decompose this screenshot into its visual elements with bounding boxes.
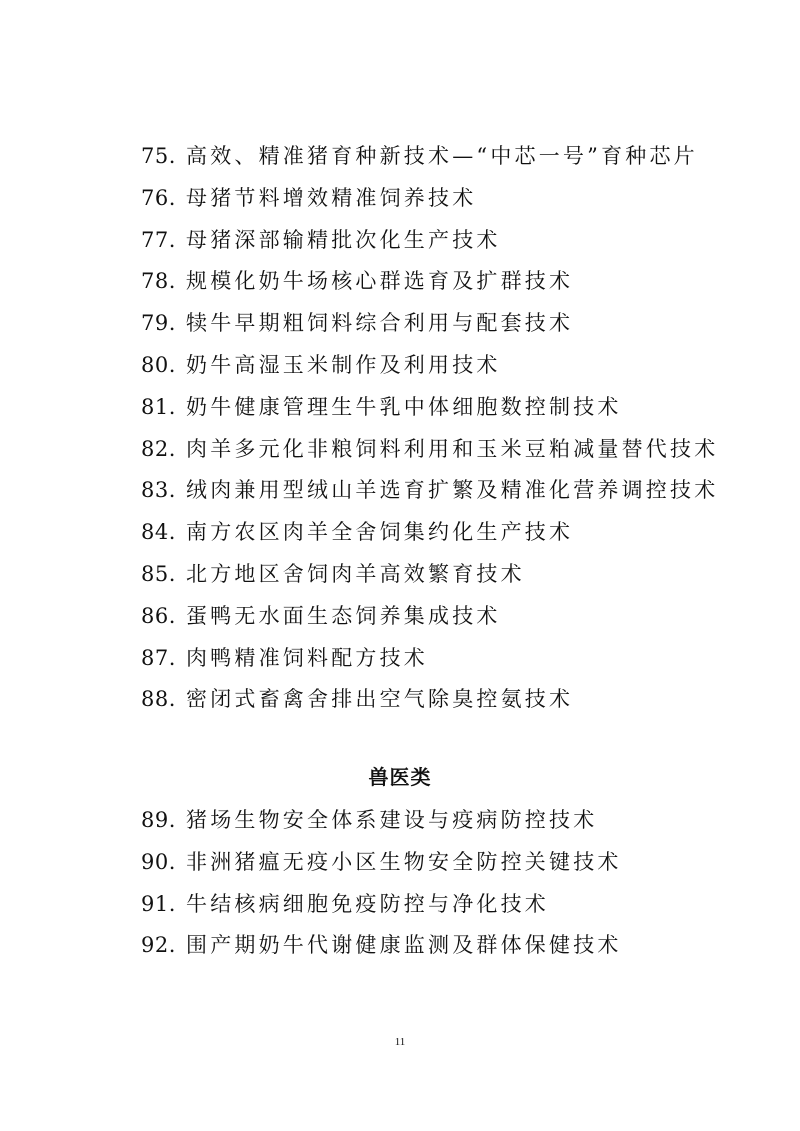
item-number: 91.: [141, 891, 176, 916]
item-text: 母猪深部输精批次化生产技术: [186, 227, 501, 252]
item-number: 92.: [141, 933, 176, 958]
item-text: 蛋鸭无水面生态饲养集成技术: [186, 603, 501, 628]
item-text: 奶牛高湿玉米制作及利用技术: [186, 352, 501, 377]
list-item: [0, 136, 800, 178]
livestock-technology-list: [0, 136, 800, 721]
list-item: [0, 884, 800, 926]
list-item: [0, 842, 800, 884]
item-number: 81.: [141, 394, 176, 419]
item-number: 87.: [141, 645, 176, 670]
item-number: 76.: [141, 185, 176, 210]
item-text: 肉鸭精准饲料配方技术: [186, 645, 428, 670]
item-number: 84.: [141, 520, 176, 545]
item-text: 规模化奶牛场核心群选育及扩群技术: [186, 269, 574, 294]
item-number: 78.: [141, 269, 176, 294]
list-item: [0, 470, 800, 512]
list-item: [0, 554, 800, 596]
item-text: 犊牛早期粗饲料综合利用与配套技术: [186, 311, 574, 336]
item-text: 奶牛健康管理生牛乳中体细胞数控制技术: [186, 394, 622, 419]
list-item: [0, 679, 800, 721]
list-item: [0, 429, 800, 471]
list-item: [0, 220, 800, 262]
item-number: 83.: [141, 478, 176, 503]
item-text: 肉羊多元化非粮饲料利用和玉米豆粕减量替代技术: [186, 436, 719, 461]
item-number: 80.: [141, 352, 176, 377]
list-item: [0, 261, 800, 303]
list-item: [0, 387, 800, 429]
item-number: 89.: [141, 808, 176, 832]
item-number: 85.: [141, 561, 176, 586]
page-number: 11: [394, 1036, 406, 1048]
list-item: [0, 596, 800, 638]
item-number: 88.: [141, 687, 176, 712]
item-number: 82.: [141, 436, 176, 461]
item-text: 母猪节料增效精准饲养技术: [186, 185, 477, 210]
list-item: [0, 638, 800, 680]
item-number: 77.: [141, 227, 176, 252]
list-item: [0, 512, 800, 554]
item-number: 79.: [141, 311, 176, 336]
item-text: 牛结核病细胞免疫防控与净化技术: [186, 891, 549, 916]
veterinary-technology-list: [0, 800, 800, 967]
item-number: 75.: [141, 144, 176, 168]
item-text: 绒肉兼用型绒山羊选育扩繁及精准化营养调控技术: [186, 478, 719, 503]
list-item: [0, 800, 800, 842]
item-text: 密闭式畜禽舍排出空气除臭控氨技术: [186, 687, 574, 712]
list-item: [0, 303, 800, 345]
section-heading-veterinary: 兽医类: [368, 765, 432, 789]
list-item: [0, 925, 800, 967]
item-number: 90.: [141, 849, 176, 874]
item-text: 北方地区舍饲肉羊高效繁育技术: [186, 561, 525, 586]
item-text: 南方农区肉羊全舍饲集约化生产技术: [186, 520, 574, 545]
item-number: 86.: [141, 603, 176, 628]
list-item: [0, 345, 800, 387]
item-text: 围产期奶牛代谢健康监测及群体保健技术: [186, 933, 622, 958]
item-text: 非洲猪瘟无疫小区生物安全防控关键技术: [186, 849, 622, 874]
item-text: 猪场生物安全体系建设与疫病防控技术: [186, 808, 598, 832]
item-text: 高效、精准猪育种新技术—“中芯一号”育种芯片: [186, 144, 698, 168]
list-item: [0, 178, 800, 220]
